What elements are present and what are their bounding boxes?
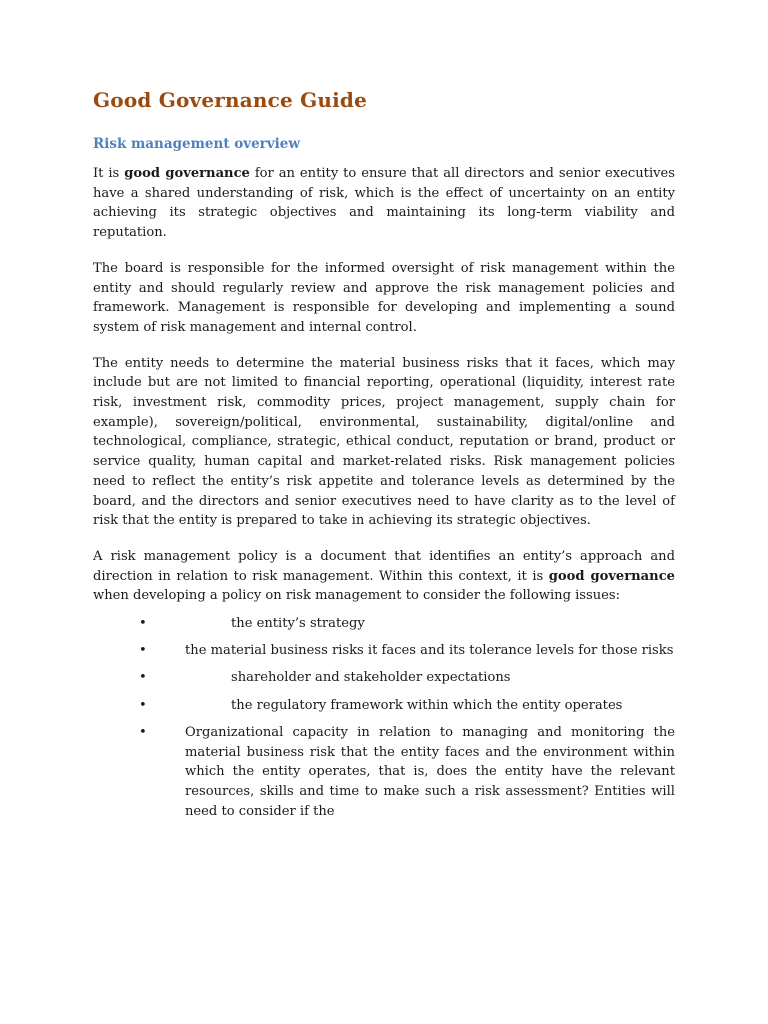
issues-list xyxy=(93,614,675,821)
bullet-icon: • xyxy=(139,697,147,713)
paragraph-1-pre: It is xyxy=(93,166,125,181)
list-item xyxy=(139,668,675,688)
paragraph-4-pre: A risk management policy is a document that identifies an entity’s approach and direction in relation to risk management. Within this context, it is xyxy=(93,548,675,584)
document-page xyxy=(93,86,675,829)
bullet-icon: • xyxy=(139,670,147,686)
list-item-text: the material business risks it faces and its tolerance levels for those risks xyxy=(185,643,674,659)
list-item xyxy=(139,614,675,634)
bullet-icon: • xyxy=(139,616,147,632)
list-item-text: shareholder and stakeholder expectations xyxy=(231,670,511,686)
paragraph-1-bold: good governance xyxy=(124,166,250,181)
paragraph-4-bold: good governance xyxy=(548,568,675,584)
bullet-icon: • xyxy=(139,643,147,659)
paragraph-4-post: when developing a policy on risk management to consider the following issues: xyxy=(93,588,621,604)
paragraph-3: The entity needs to determine the material business risks that it faces, which may include but are not limited to financial reporting, operational (liquidity, interest rate risk, investment risk, commodity prices, project management, supply chain for example), sovereign/political, environmental, sustainability, digital/online and technological, compliance, strategic, ethical conduct, reputation or brand, product or service quality, human capital and market-related risks. Risk management policies need to reflect the entity’s risk appetite and tolerance levels as determined by the board, and the directors and senior executives need to have clarity as to the level of risk that the entity is prepared to take in achieving its strategic objectives. xyxy=(93,355,675,529)
list-item xyxy=(139,696,675,716)
bullet-icon: • xyxy=(139,724,147,740)
section-heading: Risk management overview xyxy=(93,136,300,152)
paragraph-1-post: for an entity to ensure that all directors and senior executives have a shared understanding of risk, which is the effect of uncertainty on an entity achieving its strategic objectives and maintaining its long-term viability and reputation. xyxy=(93,166,675,241)
list-item-text: the entity’s strategy xyxy=(231,616,365,632)
list-item-text: Organizational capacity in relation to managing and monitoring the material business risk that the entity faces and the environment within which the entity operates, that is, does the entity have the relevant resources, skills and time to make such a risk assessment? Entities will need to consider if the xyxy=(185,724,675,819)
list-item-text: the regulatory framework within which the entity operates xyxy=(231,697,623,713)
paragraph-1 xyxy=(93,164,675,243)
list-item xyxy=(139,723,675,822)
list-item xyxy=(139,641,675,661)
paragraph-2: The board is responsible for the informed oversight of risk management within the entity and should regularly review and approve the risk management policies and framework. Management is responsible for developing and implementing a sound system of risk management and internal control. xyxy=(93,260,675,335)
paragraph-4 xyxy=(93,547,675,606)
document-title: Good Governance Guide xyxy=(93,88,368,112)
